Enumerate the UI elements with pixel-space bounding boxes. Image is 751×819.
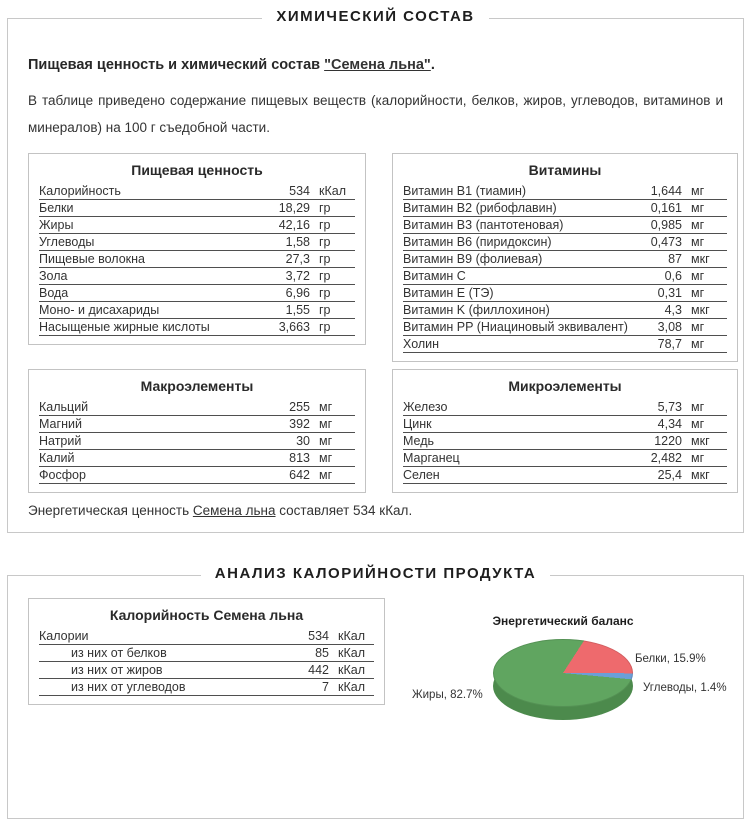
- table-cell: мг: [310, 467, 355, 484]
- table-cell: 5,73: [583, 399, 682, 416]
- table-cell: 6,96: [268, 285, 310, 302]
- table-cell: Калий: [39, 450, 229, 467]
- table-cell: мг: [682, 200, 727, 217]
- calorie-table: [28, 598, 385, 705]
- energy-prefix: Энергетическая ценность: [28, 503, 193, 518]
- table-cell: Кальций: [39, 399, 229, 416]
- table-cell: 18,29: [268, 200, 310, 217]
- table-cell: 0,473: [648, 234, 682, 251]
- table-cell: Фосфор: [39, 467, 229, 484]
- table-row: [403, 217, 727, 234]
- table-cell: 255: [229, 399, 310, 416]
- calorie-analysis-section: [7, 565, 744, 819]
- table-row: [39, 662, 374, 679]
- table-cell: 813: [229, 450, 310, 467]
- table-cell: 3,72: [268, 268, 310, 285]
- table-row: [39, 416, 355, 433]
- table-cell: мкг: [682, 251, 727, 268]
- table-cell: 4,34: [583, 416, 682, 433]
- table-row: [403, 319, 727, 336]
- table-cell: Калорийность: [39, 183, 268, 200]
- pie-label-fats: Жиры, 82.7%: [412, 689, 483, 701]
- energy-product-link[interactable]: Семена льна: [192, 503, 276, 518]
- table-cell: мг: [682, 285, 727, 302]
- table-cell: кКал: [329, 645, 374, 662]
- table-cell: Марганец: [403, 450, 583, 467]
- vitamins-table: [392, 153, 738, 362]
- table-cell: Селен: [403, 467, 583, 484]
- description: В таблице приведено содержание пищевых веществ (калорийности, белков, жиров, углеводов, витаминов и минералов) на 100 г съедобной части.: [28, 93, 723, 135]
- table-cell: мг: [310, 450, 355, 467]
- table-cell: 27,3: [268, 251, 310, 268]
- table-cell: Витамин PP (Ниациновый эквивалент): [403, 319, 648, 336]
- table-cell: мг: [682, 183, 727, 200]
- table-row: [403, 268, 727, 285]
- table-row: [403, 183, 727, 200]
- table-row: [39, 628, 374, 645]
- table-cell: Зола: [39, 268, 268, 285]
- table-row: [403, 416, 727, 433]
- table-row: [39, 450, 355, 467]
- table-cell: 85: [293, 645, 329, 662]
- table-cell: гр: [310, 234, 355, 251]
- table-cell: мг: [310, 433, 355, 450]
- table-row: [403, 433, 727, 450]
- table-title: Микроэлементы: [508, 378, 622, 394]
- table-cell: 1,55: [268, 302, 310, 319]
- table-row: [39, 234, 355, 251]
- table-cell: 78,7: [648, 336, 682, 353]
- table-cell: Цинк: [403, 416, 583, 433]
- table-cell: гр: [310, 251, 355, 268]
- table-cell: 534: [268, 183, 310, 200]
- subtitle-prefix: Пищевая ценность и химический состав: [28, 57, 325, 73]
- table-row: [39, 251, 355, 268]
- table-cell: 1,644: [648, 183, 682, 200]
- pie-chart: [493, 639, 633, 707]
- table-cell: кКал: [329, 662, 374, 679]
- table-cell: Витамин B1 (тиамин): [403, 183, 648, 200]
- table-title: Макроэлементы: [140, 378, 254, 394]
- table-cell: 7: [293, 679, 329, 696]
- table-cell: 87: [648, 251, 682, 268]
- table-cell: Пищевые волокна: [39, 251, 268, 268]
- table-cell: гр: [310, 217, 355, 234]
- table-cell: 442: [293, 662, 329, 679]
- table-cell: гр: [310, 200, 355, 217]
- table-cell: Натрий: [39, 433, 229, 450]
- table-cell: 2,482: [583, 450, 682, 467]
- table-cell: Медь: [403, 433, 583, 450]
- section-title-analysis: [8, 565, 743, 583]
- table-cell: кКал: [329, 679, 374, 696]
- subtitle: [28, 57, 723, 73]
- table-cell: Жиры: [39, 217, 268, 234]
- table-row: [403, 251, 727, 268]
- table-cell: гр: [310, 268, 355, 285]
- section-title-chemical: [8, 8, 743, 26]
- energy-value-text: [28, 503, 723, 518]
- table-cell: мг: [682, 268, 727, 285]
- subtitle-suffix: .: [430, 57, 435, 73]
- table-row: [39, 645, 374, 662]
- table-row: [39, 302, 355, 319]
- table-row: [403, 336, 727, 353]
- table-cell: 642: [229, 467, 310, 484]
- table-cell: мкг: [682, 467, 727, 484]
- pie-label-carbs: Углеводы, 1.4%: [643, 682, 727, 694]
- table-row: [39, 268, 355, 285]
- table-row: [403, 450, 727, 467]
- table-cell: Витамин B9 (фолиевая): [403, 251, 648, 268]
- table-row: [39, 200, 355, 217]
- table-cell: 3,08: [648, 319, 682, 336]
- page: [0, 8, 751, 819]
- section-title-analysis-text: АНАЛИЗ КАЛОРИЙНОСТИ ПРОДУКТА: [201, 565, 550, 582]
- table-cell: Витамин K (филлохинон): [403, 302, 648, 319]
- table-cell: 392: [229, 416, 310, 433]
- chart-title: Энергетический баланс: [492, 614, 634, 628]
- chemical-composition-section: [7, 8, 744, 533]
- table-title: Витамины: [528, 162, 602, 178]
- table-cell: Насыщеные жирные кислоты: [39, 319, 268, 336]
- table-row: [39, 183, 355, 200]
- table-cell: Магний: [39, 416, 229, 433]
- table-cell: кКал: [329, 628, 374, 645]
- table-row: [403, 302, 727, 319]
- pie-label-proteins: Белки, 15.9%: [635, 653, 706, 665]
- product-link[interactable]: "Семена льна": [324, 57, 431, 73]
- table-cell: гр: [310, 302, 355, 319]
- table-cell: 3,663: [268, 319, 310, 336]
- table-row: [39, 399, 355, 416]
- macroelements-table: [28, 369, 366, 493]
- table-cell: Холин: [403, 336, 648, 353]
- table-cell: Углеводы: [39, 234, 268, 251]
- table-row: [403, 399, 727, 416]
- table-cell: мг: [682, 217, 727, 234]
- table-row: [403, 200, 727, 217]
- table-cell: мкг: [682, 302, 727, 319]
- nutrition-tables-grid: [28, 153, 723, 493]
- table-cell: мг: [682, 399, 727, 416]
- table-cell: мкг: [682, 433, 727, 450]
- energy-balance-chart: [385, 598, 727, 758]
- table-row: [39, 433, 355, 450]
- table-row: [403, 467, 727, 484]
- table-row: [39, 285, 355, 302]
- table-row: [39, 679, 374, 696]
- table-cell: гр: [310, 319, 355, 336]
- table-row: [403, 285, 727, 302]
- table-cell: мг: [682, 336, 727, 353]
- table-cell: из них от белков: [39, 645, 293, 662]
- table-cell: Белки: [39, 200, 268, 217]
- section-title-chemical-text: ХИМИЧЕСКИЙ СОСТАВ: [262, 8, 488, 25]
- table-cell: 1220: [583, 433, 682, 450]
- table-cell: 0,6: [648, 268, 682, 285]
- table-row: [39, 467, 355, 484]
- table-cell: Калории: [39, 628, 293, 645]
- table-cell: 534: [293, 628, 329, 645]
- table-title: Калорийность Семена льна: [109, 607, 304, 623]
- table-cell: Витамин C: [403, 268, 648, 285]
- table-cell: из них от углеводов: [39, 679, 293, 696]
- table-cell: Витамин B6 (пиридоксин): [403, 234, 648, 251]
- table-row: [39, 319, 355, 336]
- nutrition-value-table: [28, 153, 366, 345]
- table-cell: Железо: [403, 399, 583, 416]
- table-cell: Витамин B2 (рибофлавин): [403, 200, 648, 217]
- table-cell: 4,3: [648, 302, 682, 319]
- table-cell: мг: [682, 234, 727, 251]
- table-cell: 25,4: [583, 467, 682, 484]
- table-title: Пищевая ценность: [131, 162, 263, 178]
- energy-suffix: составляет 534 кКал.: [275, 503, 413, 518]
- table-cell: 0,985: [648, 217, 682, 234]
- table-cell: 0,161: [648, 200, 682, 217]
- table-row: [403, 234, 727, 251]
- table-cell: кКал: [310, 183, 355, 200]
- table-cell: мг: [310, 416, 355, 433]
- table-cell: гр: [310, 285, 355, 302]
- microelements-table: [392, 369, 738, 493]
- table-cell: из них от жиров: [39, 662, 293, 679]
- table-cell: 30: [229, 433, 310, 450]
- table-cell: Витамин E (ТЭ): [403, 285, 648, 302]
- table-cell: мг: [682, 450, 727, 467]
- table-cell: Вода: [39, 285, 268, 302]
- table-cell: 42,16: [268, 217, 310, 234]
- table-cell: Витамин B3 (пантотеновая): [403, 217, 648, 234]
- table-cell: Моно- и дисахариды: [39, 302, 268, 319]
- table-row: [39, 217, 355, 234]
- table-cell: мг: [310, 399, 355, 416]
- table-cell: 0,31: [648, 285, 682, 302]
- table-cell: 1,58: [268, 234, 310, 251]
- table-cell: мг: [682, 319, 727, 336]
- table-cell: мг: [682, 416, 727, 433]
